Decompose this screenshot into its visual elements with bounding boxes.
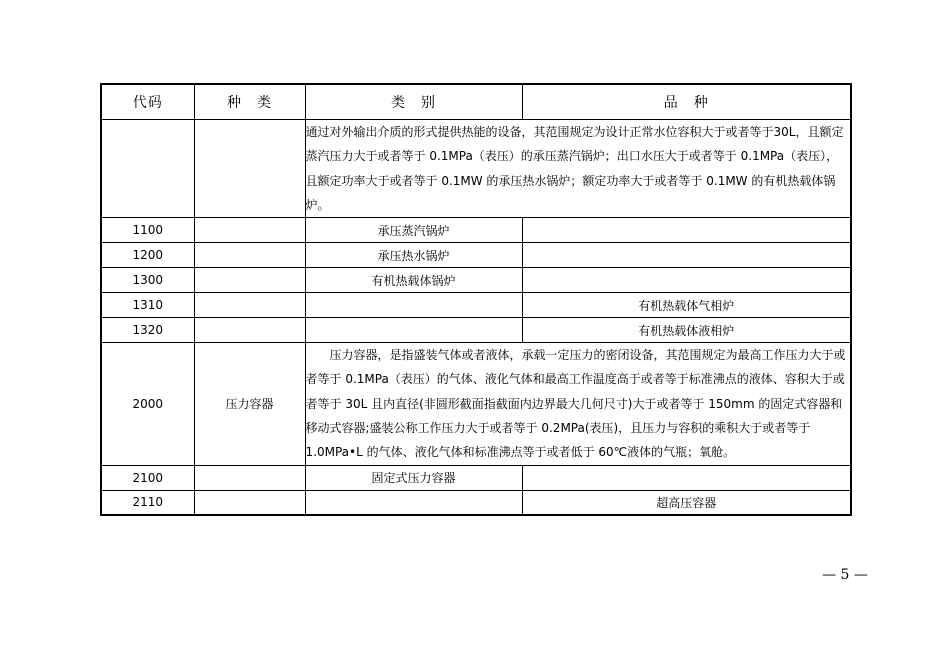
variety-cell bbox=[522, 268, 851, 293]
variety-cell: 有机热载体气相炉 bbox=[522, 293, 851, 318]
code-cell: 1300 bbox=[101, 268, 194, 293]
type-cell bbox=[194, 218, 305, 243]
category-cell: 固定式压力容器 bbox=[305, 465, 522, 490]
header-code: 代码 bbox=[101, 84, 194, 120]
header-type: 种 类 bbox=[194, 84, 305, 120]
variety-cell: 超高压容器 bbox=[522, 490, 851, 515]
variety-cell bbox=[522, 218, 851, 243]
type-cell bbox=[194, 268, 305, 293]
code-cell: 1310 bbox=[101, 293, 194, 318]
category-cell: 承压蒸汽锅炉 bbox=[305, 218, 522, 243]
header-category: 类 别 bbox=[305, 84, 522, 120]
type-cell bbox=[194, 293, 305, 318]
code-cell: 2000 bbox=[101, 343, 194, 465]
code-cell: 1100 bbox=[101, 218, 194, 243]
category-cell bbox=[305, 318, 522, 343]
code-cell: 1320 bbox=[101, 318, 194, 343]
type-cell bbox=[194, 318, 305, 343]
code-cell: 1200 bbox=[101, 243, 194, 268]
table-row bbox=[101, 218, 851, 243]
code-cell: 2100 bbox=[101, 465, 194, 490]
type-cell: 压力容器 bbox=[194, 343, 305, 465]
table-row bbox=[101, 243, 851, 268]
header-row bbox=[101, 84, 851, 120]
type-cell bbox=[194, 490, 305, 515]
header-variety: 品 种 bbox=[522, 84, 851, 120]
code-cell bbox=[101, 120, 194, 218]
equipment-catalog-table bbox=[100, 83, 852, 516]
variety-cell bbox=[522, 465, 851, 490]
category-cell: 承压热水锅炉 bbox=[305, 243, 522, 268]
page-number: — 5 — bbox=[822, 567, 868, 583]
table-row bbox=[101, 268, 851, 293]
table-row bbox=[101, 490, 851, 515]
code-cell: 2110 bbox=[101, 490, 194, 515]
table-row bbox=[101, 318, 851, 343]
variety-cell bbox=[522, 243, 851, 268]
category-cell: 有机热载体锅炉 bbox=[305, 268, 522, 293]
table-row bbox=[101, 465, 851, 490]
table-row bbox=[101, 120, 851, 218]
variety-cell: 有机热载体液相炉 bbox=[522, 318, 851, 343]
description-cell: 通过对外输出介质的形式提供热能的设备，其范围规定为设计正常水位容积大于或者等于30L，且额定蒸汽压力大于或者等于 0.1MPa（表压）的承压蒸汽锅炉；出口水压大于或者等于 0.1MPa（表压），且额定功率大于或者等于 0.1MW 的承压热水锅炉；额定功率大于或者等于 0.1MW 的有机热载体锅炉。 bbox=[305, 120, 851, 218]
description-cell: 压力容器，是指盛装气体或者液体，承载一定压力的密闭设备，其范围规定为最高工作压力大于或者等于 0.1MPa（表压）的气体、液化气体和最高工作温度高于或者等于标准沸点的液体、容积大于或者等于 30L 且内直径(非圆形截面指截面内边界最大几何尺寸)大于或者等于 150mm 的固定式容器和移动式容器;盛装公称工作压力大于或者等于 0.2MPa(表压)，且压力与容积的乘积大于或者等于 1.0MPa•L 的气体、液化气体和标准沸点等于或者低于 60℃液体的气瓶；氧舱。 bbox=[305, 343, 851, 465]
type-cell bbox=[194, 120, 305, 218]
type-cell bbox=[194, 465, 305, 490]
table-row bbox=[101, 293, 851, 318]
type-cell bbox=[194, 243, 305, 268]
category-cell bbox=[305, 490, 522, 515]
category-cell bbox=[305, 293, 522, 318]
table-row bbox=[101, 343, 851, 465]
